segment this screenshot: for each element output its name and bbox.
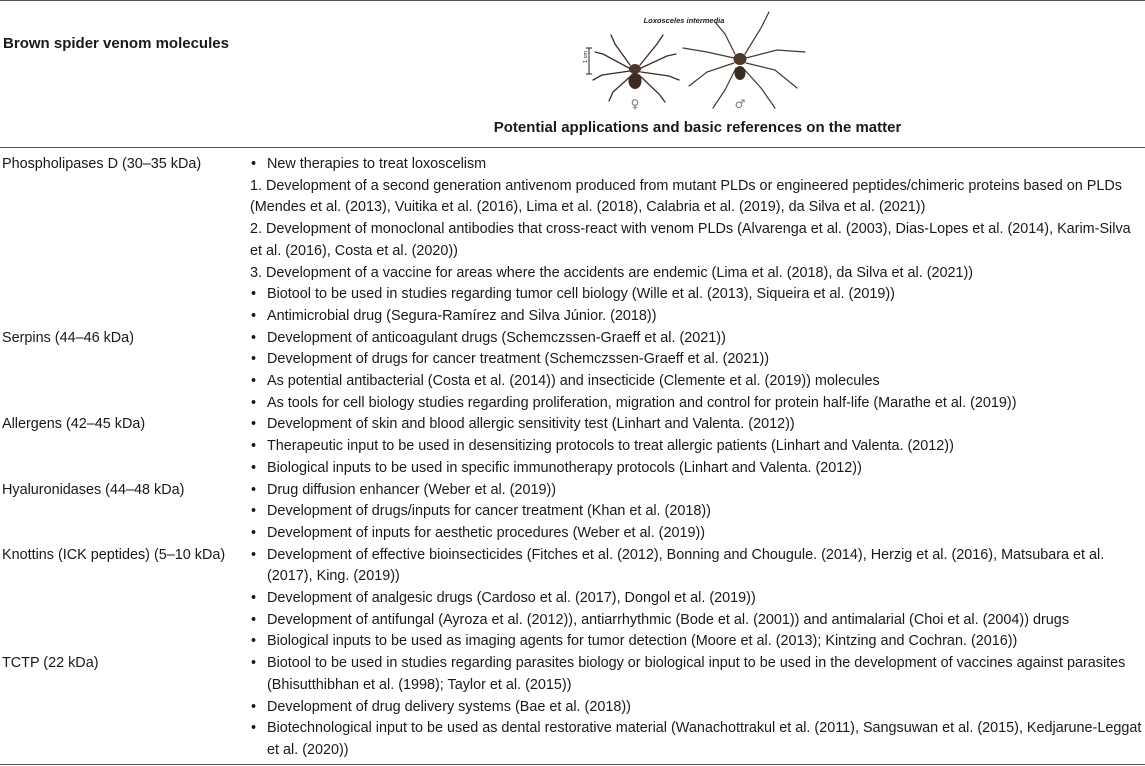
application-item — [250, 545, 1145, 588]
application-text: Development of inputs for aesthetic procedures (Weber et al. (2019)) — [267, 524, 706, 541]
application-text: As tools for cell biology studies regarding proliferation, migration and control for protein half-life (Marathe et al. (2019)) — [267, 394, 1017, 411]
application-item — [250, 349, 1145, 371]
spider-figure — [575, 8, 815, 116]
application-text: Antimicrobial drug (Segura-Ramírez and Silva Júnior. (2018)) — [267, 307, 657, 324]
bullet-icon: • — [251, 481, 257, 498]
bullet-icon: • — [251, 351, 257, 368]
application-item — [250, 653, 1145, 696]
application-text: Development of analgesic drugs (Cardoso et al. (2017), Dongol et al. (2019)) — [267, 590, 756, 607]
application-text: As potential antibacterial (Costa et al. (2014)) and insecticide (Clemente et al. (2019)) molecules — [267, 373, 880, 390]
application-text: Drug diffusion enhancer (Weber et al. (2019)) — [267, 481, 557, 498]
bullet-icon: • — [251, 438, 257, 455]
application-item — [250, 436, 1145, 458]
bullet-icon: • — [251, 546, 257, 563]
applications-cell — [250, 154, 1145, 328]
applications-cell — [250, 545, 1145, 654]
female-spider-icon — [593, 35, 679, 102]
application-text: Development of effective bioinsecticides (Fitches et al. (2012), Bonning and Chougule. (2014), Herzig et al. (2016), Matsubara et al. (2017), King. (2019)) — [267, 546, 1105, 585]
bullet-icon: • — [251, 459, 257, 476]
molecule-name: Phospholipases D (30–35 kDa) — [2, 156, 202, 172]
bullet-icon: • — [251, 698, 257, 715]
bullet-icon: • — [251, 307, 257, 324]
bullet-icon: • — [251, 524, 257, 541]
bullet-icon: • — [251, 373, 257, 390]
molecule-name: Knottins (ICK peptides) (5–10 kDa) — [2, 546, 226, 563]
application-item — [250, 154, 1145, 176]
bullet-icon: • — [251, 611, 257, 628]
application-text: New therapies to treat loxoscelism — [267, 156, 487, 172]
header-rule — [0, 147, 1145, 148]
table-row — [0, 414, 1145, 479]
molecule-name: Hyaluronidases (44–48 kDa) — [2, 481, 185, 498]
table-body — [0, 154, 1145, 762]
table-bottom-rule — [0, 764, 1145, 765]
application-subitem: 2. Development of monoclonal antibodies that cross-react with venom PLDs (Alvarenga et al. (2003), Dias-Lopes et al. (2014), Karim-Silva et al. (2016), Costa et al. (2020)) — [250, 221, 1131, 259]
application-item — [250, 523, 1145, 545]
application-item — [250, 393, 1145, 415]
application-item — [250, 414, 1145, 436]
table-top-rule — [0, 0, 1145, 1]
application-item — [250, 610, 1145, 632]
bullet-icon: • — [251, 394, 257, 411]
application-item — [250, 328, 1145, 350]
species-label: Loxosceles intermedia — [643, 16, 725, 25]
molecule-name: Allergens (42–45 kDa) — [2, 416, 146, 433]
male-spider-icon — [683, 12, 805, 108]
application-item — [250, 284, 1145, 306]
molecules-column-header: Brown spider venom molecules — [3, 35, 229, 52]
application-item — [250, 718, 1145, 761]
bullet-icon: • — [251, 156, 257, 172]
molecule-name: Serpins (44–46 kDa) — [2, 329, 134, 346]
application-text: Biological inputs to be used as imaging agents for tumor detection (Moore et al. (2013); Kintzing and Cochran. (2016)) — [267, 633, 1018, 650]
application-text: Development of anticoagulant drugs (Schemczssen-Graeff et al. (2021)) — [267, 329, 726, 346]
application-item — [250, 306, 1145, 328]
application-text: Biotechnological input to be used as dental restorative material (Wanachottrakul et al. (2011), Sangsuwan et al. (2015), Kedjarune-Leggat et al. (2020)) — [267, 720, 1142, 758]
applications-column-header: Potential applications and basic references on the matter — [493, 119, 902, 136]
applications-cell — [250, 480, 1145, 545]
table-row — [0, 653, 1145, 762]
application-text: Biotool to be used in studies regarding parasites biology or biological input to be used in the development of vaccines against parasites (Bhisutthibhan et al. (1998); Taylor et al. (2015)) — [267, 655, 1126, 693]
scale-label: 1 cm — [583, 51, 589, 63]
applications-cell — [250, 328, 1145, 415]
application-text: Development of drugs/inputs for cancer treatment (Khan et al. (2018)) — [267, 503, 711, 520]
application-item — [250, 371, 1145, 393]
application-text: Development of skin and blood allergic sensitivity test (Linhart and Valenta. (2012)) — [267, 416, 795, 433]
table-row — [0, 545, 1145, 654]
female-symbol: ♀ — [630, 97, 640, 111]
bullet-icon: • — [251, 503, 257, 520]
application-text: Biological inputs to be used in specific immunotherapy protocols (Linhart and Valenta. (2012)) — [267, 459, 862, 476]
male-symbol: ♂ — [734, 97, 746, 111]
application-item — [250, 588, 1145, 610]
application-item — [250, 501, 1145, 523]
application-subitem: 3. Development of a vaccine for areas where the accidents are endemic (Lima et al. (2018), da Silva et al. (2021)) — [250, 264, 974, 281]
bullet-icon: • — [251, 655, 257, 672]
application-subitem: 1. Development of a second generation antivenom produced from mutant PLDs or engineered peptides/chimeric proteins based on PLDs (Mendes et al. (2013), Vuitika et al. (2016), Lima et al. (2018), Calabria et al. (2019), da Silva et al. (2021)) — [250, 177, 1122, 216]
application-item — [250, 697, 1145, 719]
bullet-icon: • — [251, 720, 257, 737]
table-row — [0, 328, 1145, 415]
application-item — [250, 480, 1145, 502]
applications-cell — [250, 414, 1145, 479]
bullet-icon: • — [251, 286, 257, 303]
bullet-icon: • — [251, 633, 257, 650]
application-item — [250, 458, 1145, 480]
application-text: Development of drug delivery systems (Bae et al. (2018)) — [267, 698, 631, 715]
bullet-icon: • — [251, 590, 257, 607]
table-row — [0, 480, 1145, 545]
application-text: Therapeutic input to be used in desensitizing protocols to treat allergic patients (Linhart and Valenta. (2012)) — [267, 438, 954, 455]
application-text: Biotool to be used in studies regarding tumor cell biology (Wille et al. (2013), Siqueira et al. (2019)) — [267, 286, 895, 303]
table-row — [0, 154, 1145, 328]
bullet-icon: • — [251, 329, 257, 346]
application-text: Development of drugs for cancer treatment (Schemczssen-Graeff et al. (2021)) — [267, 351, 770, 368]
application-item — [250, 631, 1145, 653]
bullet-icon: • — [251, 416, 257, 433]
molecule-name: TCTP (22 kDa) — [2, 655, 99, 672]
application-text: Development of antifungal (Ayroza et al. (2012)), antiarrhythmic (Bode et al. (2001)) and antimalarial (Choi et al. (2004)) drugs — [267, 611, 1070, 628]
applications-cell — [250, 653, 1145, 762]
